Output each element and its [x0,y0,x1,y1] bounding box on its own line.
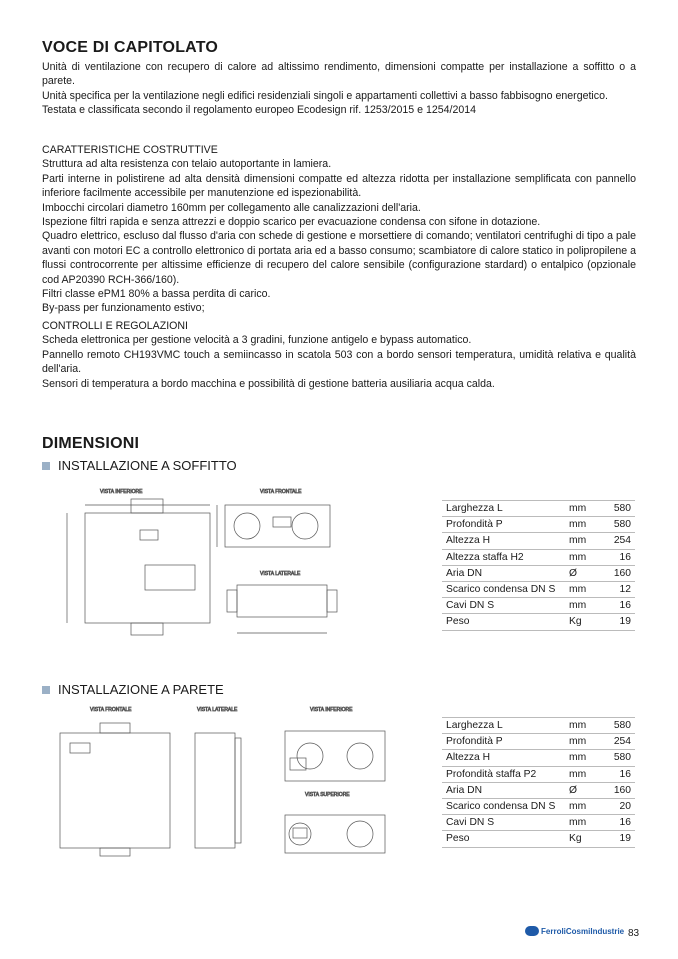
table-row [442,598,635,614]
table-cell: Scarico condensa DN S [442,581,565,597]
parete-heading [42,682,224,697]
text-line: Pannello remoto CH193VMC touch a semiincasso in scatola 503 con a bordo sensori temperatura, umidità relativa e qualità dell'aria. [42,348,636,376]
table-row [442,533,635,549]
table-cell: mm [565,549,603,565]
table-cell: Scarico condensa DN S [442,798,565,814]
table-cell: mm [565,798,603,814]
view-label: VISTA INFERIORE [100,489,143,495]
table-cell: Profondità P [442,517,565,533]
intro-line: Testata e classificata secondo il regolamento europeo Ecodesign rif. 1253/2015 e 1254/2014 [42,104,477,117]
table-row [442,581,635,597]
text-line: Scheda elettronica per gestione velocità a 3 gradini, funzione antigelo e bypass automatico. [42,334,472,347]
table-cell: Profondità P [442,734,565,750]
table-cell: mm [565,517,603,533]
table-cell: 16 [603,815,635,831]
bullet-square-icon [42,686,50,694]
table-cell: Altezza H [442,750,565,766]
table-cell: 160 [603,782,635,798]
table-cell: Peso [442,614,565,630]
table-cell: 16 [603,598,635,614]
text-line: By-pass per funzionamento estivo; [42,302,205,315]
subheading-label: INSTALLAZIONE A PARETE [58,682,224,697]
table-row [442,798,635,814]
view-label: VISTA LATERALE [260,571,301,577]
table-row [442,750,635,766]
table-cell: Aria DN [442,565,565,581]
table-cell: Peso [442,831,565,847]
text-line: Parti interne in polistirene ad alta densità dimensioni compatte ed altezza ridotta per installazione semplificata con pannello inferiore facilmente accessibile per manutenzione ed ispezionabilità. [42,172,636,200]
table-cell: 19 [603,614,635,630]
intro-text [42,60,636,118]
table-cell: mm [565,598,603,614]
parete-spec-table [442,717,635,848]
table-cell: 12 [603,581,635,597]
view-label: VISTA INFERIORE [310,707,353,713]
table-row [442,766,635,782]
controlli-section [42,319,636,391]
table-row [442,718,635,734]
soffitto-heading [42,458,237,473]
table-cell: mm [565,766,603,782]
table-cell: mm [565,815,603,831]
table-cell: mm [565,734,603,750]
table-cell: 160 [603,565,635,581]
table-cell: Altezza staffa H2 [442,549,565,565]
table-cell: 580 [603,501,635,517]
soffitto-drawings [45,485,425,645]
table-cell: Kg [565,831,603,847]
logo-text: FerroliCosmiIndustrie [541,926,625,936]
table-row [442,517,635,533]
table-cell: Cavi DN S [442,815,565,831]
table-cell: 580 [603,517,635,533]
table-cell: mm [565,718,603,734]
dimensioni-heading: DIMENSIONI [42,435,140,452]
text-line: Sensori di temperatura a bordo macchina e possibilità di gestione batteria ausiliaria acqua calda. [42,377,495,390]
parete-drawings [40,703,420,858]
table-cell: 19 [603,831,635,847]
table-cell: Ø [565,565,603,581]
table-cell: Profondità staffa P2 [442,766,565,782]
table-cell: Ø [565,782,603,798]
view-label: VISTA FRONTALE [90,707,132,713]
page-number: 83 [628,928,640,939]
table-cell: Aria DN [442,782,565,798]
table-cell: 16 [603,766,635,782]
brand-logo [525,926,624,936]
table-row [442,831,635,847]
view-label: VISTA FRONTALE [260,489,302,495]
table-cell: 16 [603,549,635,565]
table-cell: mm [565,750,603,766]
table-row [442,565,635,581]
costruttive-section [42,143,636,316]
table-cell: mm [565,501,603,517]
intro-line: Unità di ventilazione con recupero di calore ad altissimo rendimento, dimensioni compatte per installazione a soffitto o a parete. [42,61,636,88]
bullet-square-icon [42,462,50,470]
table-cell: Cavi DN S [442,598,565,614]
intro-line: Unità specifica per la ventilazione negli edifici residenziali singoli e appartamenti collettivi a basso fabbisogno energetico. [42,89,608,102]
table-cell: Larghezza L [442,501,565,517]
section-heading: CARATTERISTICHE COSTRUTTIVE [42,144,218,156]
table-row [442,734,635,750]
text-line: Filtri classe ePM1 80% a bassa perdita di carico. [42,288,271,301]
table-row [442,614,635,630]
text-line: Quadro elettrico, escluso dal flusso d'aria con schede di gestione e morsettiere di comando; ventilatori centrifughi di tipo a pale avanti con motori EC a controllo elettronico di portata aria ed a basso consumo; scambiatore di calore statico in polipropilene a flussi controcorrente per altissime efficienze di recupero del calore sensibile (configurazione stardard) o entalpico (opzionale cod AP20390 RCH-366/160). [42,230,636,286]
subheading-label: INSTALLAZIONE A SOFFITTO [58,458,237,473]
table-cell: 580 [603,750,635,766]
table-cell: 254 [603,734,635,750]
table-cell: mm [565,581,603,597]
table-cell: Kg [565,614,603,630]
table-cell: 580 [603,718,635,734]
page-title: VOCE DI CAPITOLATO [42,39,219,56]
table-cell: Larghezza L [442,718,565,734]
table-row [442,815,635,831]
table-cell: 20 [603,798,635,814]
text-line: Ispezione filtri rapida e senza attrezzi e doppio scarico per evacuazione condensa con sifone in dotazione. [42,216,541,229]
soffitto-spec-table [442,500,635,631]
view-label: VISTA LATERALE [197,707,238,713]
text-line: Struttura ad alta resistenza con telaio autoportante in lamiera. [42,158,332,171]
table-row [442,549,635,565]
view-label: VISTA SUPERIORE [305,792,350,798]
table-row [442,501,635,517]
table-cell: 254 [603,533,635,549]
section-heading: CONTROLLI E REGOLAZIONI [42,320,188,332]
table-cell: mm [565,533,603,549]
text-line: Imbocchi circolari diametro 160mm per collegamento alle canalizzazioni dell'aria. [42,201,421,214]
table-row [442,782,635,798]
table-cell: Altezza H [442,533,565,549]
